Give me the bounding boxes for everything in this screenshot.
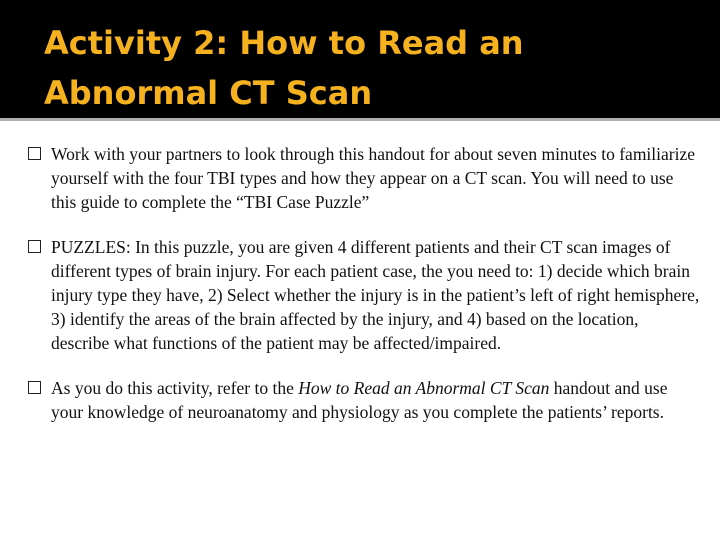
bullet-text-after: handout and use your knowledge of neuroanatomy and physiology as you complete the patients’ reports. bbox=[51, 378, 668, 422]
checkbox-square-icon bbox=[28, 240, 41, 253]
bullet-item bbox=[28, 235, 700, 355]
checkbox-square-icon bbox=[28, 381, 41, 394]
handout-title: How to Read an Abnormal CT Scan bbox=[298, 378, 550, 398]
bullet-text: Work with your partners to look through this handout for about seven minutes to familiarize yourself with the four TBI types and how they appear on a CT scan. You will need to use this guide to complete the “TBI Case Puzzle” bbox=[51, 144, 696, 212]
bullet-text: PUZZLES: In this puzzle, you are given 4 different patients and their CT scan images of different types of brain injury. For each patient case, the you need to: 1) decide which brain injury type they have, 2) Select whether the injury is in the patient’s left of right hemisphere, 3) identify the areas of the brain affected by the injury, and 4) based on the location, describe what functions of the patient may be affected/impaired. bbox=[51, 237, 700, 353]
bullet-item bbox=[28, 142, 700, 214]
slide-title: Activity 2: How to Read an Abnormal CT Scan bbox=[44, 24, 524, 112]
bullet-text-before: As you do this activity, refer to the bbox=[51, 378, 299, 398]
bullet-list bbox=[28, 142, 700, 424]
title-divider bbox=[0, 118, 720, 121]
checkbox-square-icon bbox=[28, 147, 41, 160]
title-bar bbox=[0, 0, 720, 118]
bullet-item bbox=[28, 376, 700, 424]
